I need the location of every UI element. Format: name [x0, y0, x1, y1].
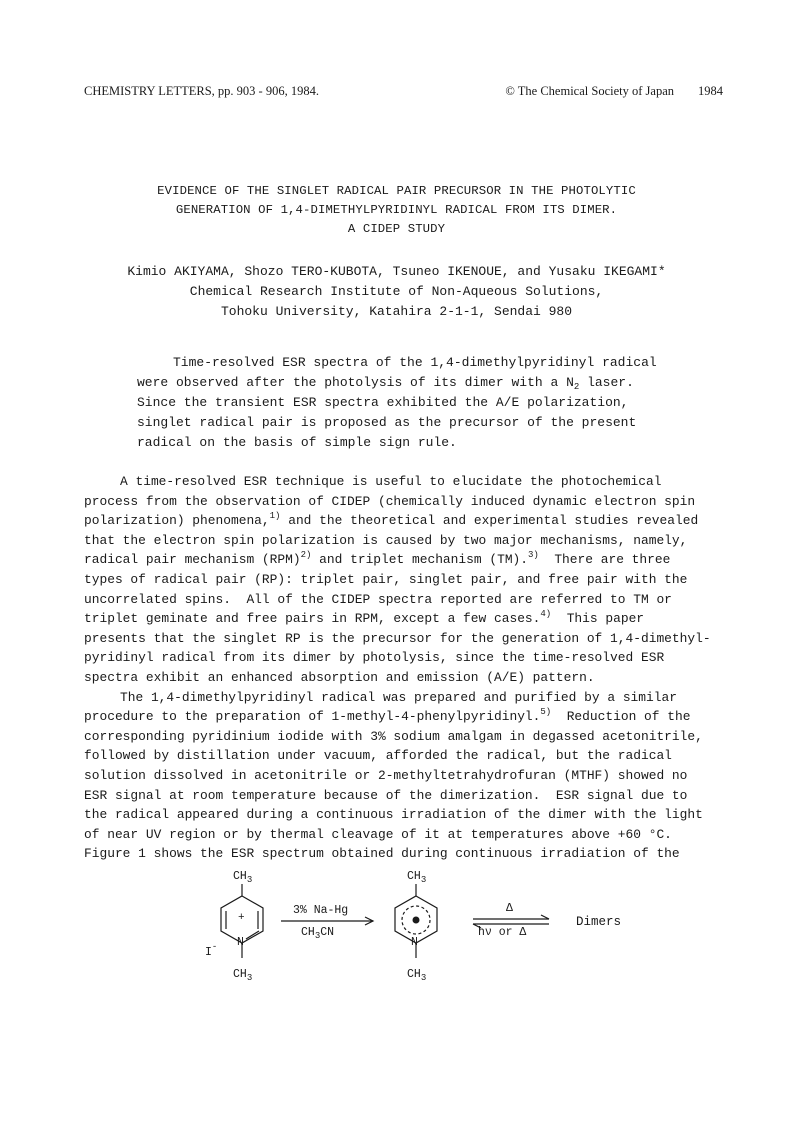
methyl-label-top-right: [407, 870, 426, 883]
body-text-span: triplet geminate and free pairs in RPM, except a few cases.: [84, 611, 541, 627]
title-line-1: EVIDENCE OF THE SINGLET RADICAL PAIR PRECURSOR IN THE PHOTOLYTIC: [157, 184, 636, 198]
subscript: 3: [246, 973, 253, 983]
body-line: [84, 707, 724, 727]
reference-marker: 5): [540, 707, 552, 718]
article-title: [0, 182, 793, 239]
body-text-span: and triplet mechanism (TM).: [311, 552, 529, 568]
body-line: of near UV region or by thermal cleavage of it at temperatures above +60 °C.: [84, 826, 672, 842]
body-line: that the electron spin polarization is caused by two major mechanisms, namely,: [84, 532, 688, 548]
reference-marker: 4): [540, 609, 552, 620]
body-text-span: Reduction of the: [551, 709, 691, 725]
methyl-label-top-left: [233, 870, 252, 883]
body-line: uncorrelated spins. All of the CIDEP spectra reported are referred to TM or: [84, 591, 672, 607]
copyright-text: © The Chemical Society of Japan: [505, 84, 674, 98]
product-dimers: Dimers: [576, 915, 622, 929]
reference-marker: 2): [300, 550, 312, 561]
reagent-text: CH: [301, 926, 315, 939]
affiliation-line-1: Chemical Research Institute of Non-Aqueous Solutions,: [189, 284, 604, 299]
abstract-text: laser.: [579, 375, 634, 390]
body-line: ESR signal at room temperature because of the dimerization. ESR signal due to: [84, 787, 688, 803]
journal-citation: CHEMISTRY LETTERS, pp. 903 - 906, 1984.: [84, 84, 319, 98]
body-text: [84, 472, 724, 864]
body-line: presents that the singlet RP is the precursor for the generation of 1,4-dimethyl-: [84, 630, 711, 646]
abstract-line: [137, 373, 657, 393]
body-line: corresponding pyridinium iodide with 3% sodium amalgam in degassed acetonitrile,: [84, 728, 703, 744]
copyright-notice: [505, 84, 723, 99]
ch-text: CH: [407, 968, 421, 981]
nitrogen-label-left: N: [237, 936, 244, 949]
body-line: Figure 1 shows the ESR spectrum obtained during continuous irradiation of the: [84, 846, 680, 862]
reagent-bottom: [301, 926, 334, 939]
ch-text: CH: [233, 870, 247, 883]
body-text-span: polarization) phenomena,: [84, 513, 270, 529]
author-names: Kimio AKIYAMA, Shozo TERO-KUBOTA, Tsuneo IKENOUE, and Yusaku IKEGAMI*: [127, 264, 666, 279]
reverse-condition: hν or Δ: [478, 926, 527, 939]
superscript: -: [211, 942, 218, 952]
body-line: spectra exhibit an enhanced absorption and emission (A/E) pattern.: [84, 669, 595, 685]
reagent-text: CN: [320, 926, 335, 939]
abstract-line: singlet radical pair is proposed as the precursor of the present: [137, 415, 637, 430]
body-line: pyridinyl radical from its dimer by photolysis, since the time-resolved ESR: [84, 650, 665, 666]
abstract-line: Time-resolved ESR spectra of the 1,4-dimethylpyridinyl radical: [173, 355, 657, 370]
title-line-3: A CIDEP STUDY: [347, 222, 446, 236]
abstract-line: radical on the basis of simple sign rule.: [137, 435, 457, 450]
author-block: [0, 262, 793, 322]
page-header: [84, 84, 723, 104]
body-text-span: procedure to the preparation of 1-methyl-4-phenylpyridinyl.: [84, 709, 541, 725]
body-line: followed by distillation under vacuum, afforded the radical, but the radical: [84, 748, 672, 764]
radical-dot: [413, 917, 420, 924]
reaction-arrow-1: [281, 917, 373, 925]
subscript: 3: [246, 875, 253, 885]
ch-text: CH: [233, 968, 247, 981]
reaction-scheme: [195, 868, 655, 988]
methyl-label-bottom-right: [407, 968, 426, 981]
body-line: [84, 550, 724, 570]
header-year: 1984: [698, 84, 723, 98]
nitrogen-label-right: N: [411, 936, 418, 949]
body-text-span: radical pair mechanism (RPM): [84, 552, 301, 568]
forward-condition: Δ: [506, 902, 513, 915]
body-line: A time-resolved ESR technique is useful to elucidate the photochemical: [120, 474, 662, 489]
positive-charge: +: [238, 912, 245, 924]
methyl-label-bottom-left: [233, 968, 252, 981]
iodide-text: I: [205, 946, 212, 959]
subscript: 3: [314, 931, 321, 941]
body-line: [84, 609, 724, 629]
reagent-top: 3% Na-Hg: [293, 904, 349, 917]
body-line: the radical appeared during a continuous irradiation of the dimer with the light: [84, 807, 703, 823]
body-line: process from the observation of CIDEP (chemically induced dynamic electron spin: [84, 493, 696, 509]
abstract-text: were observed after the photolysis of its dimer with a N: [137, 375, 574, 390]
body-text-span: There are three: [538, 552, 671, 568]
abstract-line: Since the transient ESR spectra exhibited the A/E polarization,: [137, 395, 629, 410]
subscript: 2: [573, 382, 580, 392]
body-text-span: This paper: [551, 611, 645, 627]
body-line: solution dissolved in acetonitrile or 2-methyltetrahydrofuran (MTHF) showed no: [84, 767, 688, 783]
reference-marker: 1): [269, 511, 281, 522]
reference-marker: 3): [528, 550, 539, 561]
iodide-label: [205, 942, 218, 959]
affiliation-line-2: Tohoku University, Katahira 2-1-1, Sendai 980: [220, 304, 573, 319]
subscript: 3: [420, 973, 427, 983]
abstract: [137, 353, 657, 453]
body-line: [84, 511, 724, 531]
title-line-2: GENERATION OF 1,4-DIMETHYLPYRIDINYL RADICAL FROM ITS DIMER.: [175, 203, 618, 217]
subscript: 3: [420, 875, 427, 885]
body-line: types of radical pair (RP): triplet pair, singlet pair, and free pair with the: [84, 571, 688, 587]
ch-text: CH: [407, 870, 421, 883]
body-text-span: and the theoretical and experimental studies revealed: [280, 513, 699, 529]
body-line: The 1,4-dimethylpyridinyl radical was prepared and purified by a similar: [120, 689, 677, 705]
